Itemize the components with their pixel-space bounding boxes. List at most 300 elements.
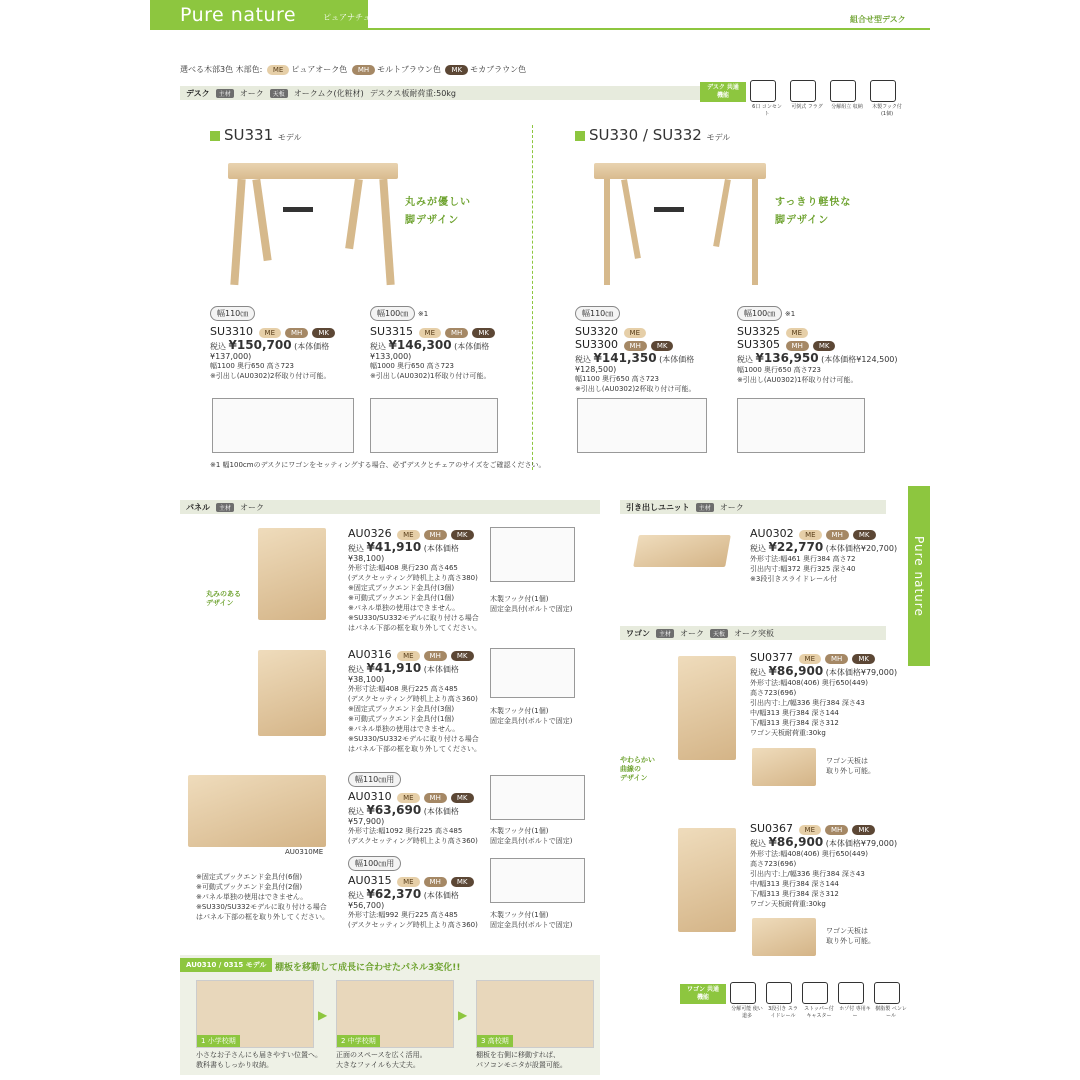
step-1-text xyxy=(196,1050,322,1070)
price-line xyxy=(750,664,900,678)
wagon-catch-1: やわらかい xyxy=(620,756,655,764)
spec-line: 外形寸法:幅1092 奥行225 高さ485 xyxy=(348,827,463,835)
hook-icon xyxy=(870,80,896,102)
drawer-note: ※引出し(AU0302)2杯取り付け可能。 xyxy=(575,385,696,393)
price-value: ¥86,900 xyxy=(768,664,824,678)
product-code-text: AU0302 xyxy=(750,527,794,540)
side-tab[interactable] xyxy=(908,486,930,666)
price-value: ¥62,370 xyxy=(366,887,422,901)
spec-line: 外形寸法:幅461 奥行384 高さ72 xyxy=(750,555,856,563)
feature-item xyxy=(766,982,800,1020)
step-text-line: パソコンモニタが設置可能。 xyxy=(476,1061,567,1069)
width-pill: 幅110㎝ xyxy=(575,306,620,321)
step-2-label xyxy=(337,1035,380,1047)
footnote-mark: ※1 xyxy=(417,310,429,318)
wagon-catch-2: 曲線の xyxy=(620,765,641,773)
panel-catch xyxy=(206,590,241,608)
product-code-text: AU0316 xyxy=(348,648,392,661)
feature-label: 分解可能 使い道多 xyxy=(731,1006,763,1019)
step-1-photo xyxy=(196,980,314,1048)
width-pill: 幅100㎝ xyxy=(370,306,415,321)
price-prefix: 税込 xyxy=(348,544,364,553)
product-code xyxy=(348,790,488,803)
drawer-note: ※引出し(AU0302)2杯取り付け可能。 xyxy=(210,372,331,380)
product-code xyxy=(348,648,488,661)
spec-line: 外形寸法:幅408 奥行230 高さ465 xyxy=(348,564,458,572)
desk-leg xyxy=(604,179,610,285)
step-3-text xyxy=(476,1050,567,1070)
step-2-text xyxy=(336,1050,427,1070)
feature-label: ストッパー付 キャスター xyxy=(804,1006,834,1019)
wood-chip-me: ME xyxy=(267,65,289,75)
note-line: ※固定式ブックエンド金具付(6個) xyxy=(196,873,303,881)
au0310-photo-label: AU0310ME xyxy=(285,848,324,856)
product-code-text: AU0310 xyxy=(348,790,392,803)
feature-item xyxy=(838,982,872,1020)
step-text-line: 棚板を右側に移動すれば、 xyxy=(476,1051,560,1059)
chip-mh: MH xyxy=(624,341,647,351)
chip-me: ME xyxy=(397,530,419,540)
feature-item xyxy=(874,982,908,1020)
price-prefix: 税込 xyxy=(348,665,364,674)
price-prefix: 税込 xyxy=(737,355,753,364)
price-value: ¥86,900 xyxy=(768,835,824,849)
part-bracket: 固定金具付(ボルトで固定) xyxy=(490,837,573,845)
price-prefix: 税込 xyxy=(575,355,591,364)
au0326-photo xyxy=(258,528,326,620)
growth-headline: 棚板を移動して成長に合わせたパネル3変化!! xyxy=(275,963,461,973)
green-square-icon xyxy=(575,131,585,141)
au0316-block xyxy=(348,648,488,754)
price-line xyxy=(210,338,360,361)
drawer-photo xyxy=(633,535,731,567)
su0377-block xyxy=(750,651,900,738)
green-square-icon xyxy=(210,131,220,141)
product-code-text: SU3310 xyxy=(210,325,254,338)
su3315-block xyxy=(370,306,530,381)
part-hook: 木製フック付(1個) xyxy=(490,595,549,603)
wood-chip-mh: MH xyxy=(352,65,375,75)
removable-line: ワゴン天板は xyxy=(826,927,868,935)
part-bracket: 固定金具付(ボルトで固定) xyxy=(490,605,573,613)
step-no: 2 xyxy=(341,1037,346,1045)
au0315-dimension-drawing xyxy=(490,858,585,903)
spec-line: (デスクセッティング時机上より高さ360) xyxy=(348,921,478,929)
price-line xyxy=(750,835,900,849)
desk-footnote: ※1 幅100cmのデスクにワゴンをセッティングする場合、必ずデスクとチェアのサイズをご確認ください。 xyxy=(210,461,546,469)
feature-outlet-label: 6口 コンセント xyxy=(752,104,782,117)
drawer-note: ※引出し(AU0302)1杯取り付け可能。 xyxy=(370,372,491,380)
price-value: ¥150,700 xyxy=(228,338,292,352)
spec-line: はパネル下部の框を取り外してください。 xyxy=(348,624,481,632)
plug-icon xyxy=(790,80,816,102)
price-value: ¥41,910 xyxy=(366,540,422,554)
price-value: ¥146,300 xyxy=(388,338,452,352)
su3315-dimension-drawing xyxy=(370,398,498,453)
price-base: (本体価格¥56,700) xyxy=(348,891,459,910)
product-code-text: AU0315 xyxy=(348,874,392,887)
chip-mk: MK xyxy=(451,877,474,887)
feature-label: ホゾ付 専用キー xyxy=(839,1006,871,1019)
width-pill: 幅110㎝用 xyxy=(348,772,401,787)
chip-me: ME xyxy=(799,654,821,664)
part-bracket: 固定金具付(ボルトで固定) xyxy=(490,921,573,929)
note-line: はパネル下部の框を取り外してください。 xyxy=(196,913,329,921)
au0326-dimension-drawing xyxy=(490,527,575,582)
chip-mk: MK xyxy=(312,328,335,338)
spec-line: 下/幅313 奥行384 深さ312 xyxy=(750,890,839,898)
step-2-photo xyxy=(336,980,454,1048)
removable-line: 取り外し可能。 xyxy=(826,937,875,945)
part-hook: 木製フック付(1個) xyxy=(490,827,549,835)
part-hook: 木製フック付(1個) xyxy=(490,911,549,919)
disassemble-icon xyxy=(730,982,756,1004)
part-hook: 木製フック付(1個) xyxy=(490,707,549,715)
step-text-line: 正面のスペースを広く活用。 xyxy=(336,1051,427,1059)
material-tag: 主材 xyxy=(696,503,714,512)
product-code-text: SU0367 xyxy=(750,822,794,835)
price-value: ¥141,350 xyxy=(593,351,657,365)
desk-leg xyxy=(345,179,363,249)
outlet-icon xyxy=(750,80,776,102)
chip-me: ME xyxy=(799,825,821,835)
drawer-section-bar xyxy=(620,500,886,514)
chip-me: ME xyxy=(799,530,821,540)
price-base: (本体価格¥38,100) xyxy=(348,665,459,684)
note-line: ※可動式ブックエンド金具付(2個) xyxy=(196,883,303,891)
feature-outlet xyxy=(750,80,784,118)
au0315-parts xyxy=(490,910,572,930)
wagon-feature-banner: ワゴン 共通機能 xyxy=(680,984,726,1004)
chip-mh: MH xyxy=(826,530,849,540)
su0367-block xyxy=(750,822,900,909)
wagon-feature-icons xyxy=(730,982,908,1020)
au0315-block xyxy=(348,856,488,930)
feature-hook-label: 木製フック付 (1個) xyxy=(872,104,902,117)
panel-section-title: パネル xyxy=(186,502,210,512)
wagon-section-title: ワゴン xyxy=(626,628,650,638)
price-line xyxy=(348,803,488,826)
chip-mh: MH xyxy=(825,654,848,664)
top-tag: 天板 xyxy=(270,89,288,98)
product-code-text: SU3315 xyxy=(370,325,414,338)
wagon-catch xyxy=(620,756,655,783)
step-text-line: 教科書もしっかり収納。 xyxy=(196,1061,273,1069)
chip-mk: MK xyxy=(852,825,875,835)
side-tab-label: Pure nature xyxy=(912,536,926,617)
width-pill: 幅100㎝ xyxy=(737,306,782,321)
step-label-text: 小学校期 xyxy=(207,1037,236,1045)
spec-line: (デスクセッティング時机上より高さ380) xyxy=(348,574,478,582)
key-icon xyxy=(838,982,864,1004)
spec-line: ワゴン天板耐荷重:30kg xyxy=(750,729,826,737)
chip-mk: MK xyxy=(451,530,474,540)
feature-hook xyxy=(870,80,904,118)
su0377-photo xyxy=(678,656,736,760)
spec-line: ※3段引きスライドレール付 xyxy=(750,575,837,583)
feature-assembly-label: 分解組立 収納 xyxy=(831,104,863,110)
su331-catch xyxy=(405,194,471,230)
su330-desk-top xyxy=(594,163,766,179)
spec-line: 引出内寸:上/幅336 奥行384 深さ43 xyxy=(750,870,865,878)
step-3-label xyxy=(477,1035,513,1047)
chip-me: ME xyxy=(397,651,419,661)
su331-desk-top xyxy=(228,163,398,179)
price-prefix: 税込 xyxy=(750,839,766,848)
price-prefix: 税込 xyxy=(348,807,364,816)
chip-mk: MK xyxy=(852,654,875,664)
product-code xyxy=(348,874,488,887)
price-line xyxy=(348,661,488,684)
desk-leg xyxy=(379,179,394,285)
su330-desk-photo xyxy=(594,179,766,289)
slide-rail-icon xyxy=(766,982,792,1004)
au0310-dimension-drawing xyxy=(490,775,585,820)
su330-catch-2: 脚デザイン xyxy=(775,215,830,226)
chip-mh: MH xyxy=(285,328,308,338)
removable-line: ワゴン天板は xyxy=(826,757,868,765)
au0316-parts xyxy=(490,706,572,726)
spec-line: 高さ723(696) xyxy=(750,860,797,868)
desk-section-bar xyxy=(180,86,700,100)
su3310-block xyxy=(210,306,360,381)
product-code xyxy=(348,527,488,540)
spec-line: 引出内寸:上/幅336 奥行384 深さ43 xyxy=(750,699,865,707)
wood-name-mk: モカブラウン色 xyxy=(470,65,527,74)
product-code-text: SU3300 xyxy=(575,338,619,351)
price-prefix: 税込 xyxy=(750,668,766,677)
top-tag: 天板 xyxy=(710,629,728,638)
arrow-right-icon: ▶ xyxy=(318,1008,328,1022)
product-code xyxy=(210,325,360,338)
spec-line: ※パネル単独の使用はできません。 xyxy=(348,725,460,733)
spec-line: ※パネル単独の使用はできません。 xyxy=(348,604,460,612)
chip-mh: MH xyxy=(424,651,447,661)
chip-me: ME xyxy=(259,328,281,338)
au0302-block xyxy=(750,527,900,584)
price-value: ¥63,690 xyxy=(366,803,422,817)
wagon-removable-note xyxy=(826,926,875,946)
chip-me: ME xyxy=(397,793,419,803)
spec-line: (デスクセッティング時机上より高さ360) xyxy=(348,695,478,703)
su330-title: SU330 / SU332 xyxy=(589,126,702,144)
width-pill: 幅100㎝用 xyxy=(348,856,401,871)
growth-tag: AU0310 / 0315 モデル xyxy=(180,958,272,972)
spec-line: ※SU330/SU332モデルに取り付ける場合 xyxy=(348,735,479,743)
su331-suffix: モデル xyxy=(277,133,302,142)
desk-load: デスクス板耐荷重:50kg xyxy=(369,88,456,98)
step-no: 1 xyxy=(201,1037,206,1045)
feature-label: 3段引き スライドレール xyxy=(768,1006,798,1019)
price-prefix: 税込 xyxy=(370,342,386,351)
size-spec: 幅1000 奥行650 高さ723 xyxy=(370,362,454,370)
step-1-label xyxy=(197,1035,240,1047)
price-base: (本体価格¥38,100) xyxy=(348,544,459,563)
desk-feature-icons xyxy=(750,80,904,118)
su3320-dimension-drawing xyxy=(577,398,707,453)
price-line xyxy=(348,887,488,910)
chip-me: ME xyxy=(419,328,441,338)
au0316-photo xyxy=(258,650,326,736)
desk-section-title: デスク xyxy=(186,88,210,98)
chip-me: ME xyxy=(397,877,419,887)
spec-line: 外形寸法:幅408 奥行225 高さ485 xyxy=(348,685,458,693)
drawer-note: ※引出し(AU0302)1杯取り付け可能。 xyxy=(737,376,858,384)
desk-outlet xyxy=(283,207,313,212)
material-value: オーク xyxy=(680,628,705,638)
size-spec: 幅1000 奥行650 高さ723 xyxy=(737,366,821,374)
spec-line: 中/幅313 奥行384 深さ144 xyxy=(750,709,839,717)
su331-heading xyxy=(210,126,302,144)
wood-chip-mk: MK xyxy=(445,65,468,75)
note-line: ※SU330/SU332モデルに取り付ける場合 xyxy=(196,903,327,911)
feature-assembly xyxy=(830,80,864,118)
au0326-block xyxy=(348,527,488,633)
removable-line: 取り外し可能。 xyxy=(826,767,875,775)
product-code-text: SU0377 xyxy=(750,651,794,664)
chip-mh: MH xyxy=(424,793,447,803)
su330-heading xyxy=(575,126,730,144)
material-tag: 主材 xyxy=(216,503,234,512)
wagon-top-photo xyxy=(752,918,816,956)
price-prefix: 税込 xyxy=(750,544,766,553)
feature-item xyxy=(802,982,836,1020)
price-base: (本体価格¥79,000) xyxy=(825,668,898,677)
product-code xyxy=(370,325,530,338)
price-base: (本体価格¥133,000) xyxy=(370,342,490,361)
chip-mk: MK xyxy=(651,341,674,351)
au0326-parts xyxy=(490,594,572,614)
chip-mk: MK xyxy=(451,793,474,803)
panel-catch-2: デザイン xyxy=(206,599,234,607)
chip-mh: MH xyxy=(825,825,848,835)
chip-mk: MK xyxy=(451,651,474,661)
spec-line: ※固定式ブックエンド金具付(3個) xyxy=(348,705,455,713)
material-value: オーク xyxy=(719,502,744,512)
su3320-block xyxy=(575,306,730,394)
spec-line: ※SU330/SU332モデルに取り付ける場合 xyxy=(348,614,479,622)
su331-catch-2: 脚デザイン xyxy=(405,215,460,226)
chip-me: ME xyxy=(624,328,646,338)
desk-feature-banner: デスク 共通機能 xyxy=(700,82,746,102)
su331-desk-photo xyxy=(228,179,398,289)
material-tag: 主材 xyxy=(656,629,674,638)
footnote-mark: ※1 xyxy=(784,310,796,318)
size-spec: 幅1100 奥行650 高さ723 xyxy=(210,362,294,370)
desk-leg xyxy=(621,179,641,259)
width-pill: 幅110㎝ xyxy=(210,306,255,321)
price-line xyxy=(348,540,488,563)
spec-line: ※可動式ブックエンド金具付(1個) xyxy=(348,594,455,602)
su3310-dimension-drawing xyxy=(212,398,354,453)
price-value: ¥41,910 xyxy=(366,661,422,675)
price-base: (本体価格¥128,500) xyxy=(575,355,695,374)
su330-suffix: モデル xyxy=(706,133,731,142)
step-3-photo xyxy=(476,980,594,1048)
desk-leg xyxy=(252,179,271,261)
chip-me: ME xyxy=(786,328,808,338)
spec-line: 下/幅313 奥行384 深さ312 xyxy=(750,719,839,727)
wagon-top-photo xyxy=(752,748,816,786)
price-value: ¥136,950 xyxy=(755,351,819,365)
top-value: オークムク(化粧材) xyxy=(293,88,364,98)
feature-label: 樹脂製 ペンレール xyxy=(875,1006,907,1019)
spec-line: (デスクセッティング時机上より高さ360) xyxy=(348,837,478,845)
feature-item xyxy=(730,982,764,1020)
price-line xyxy=(575,351,730,374)
product-code-text: SU3325 xyxy=(737,325,781,338)
assembly-icon xyxy=(830,80,856,102)
feature-plug xyxy=(790,80,824,118)
step-label-text: 中学校期 xyxy=(347,1037,376,1045)
spec-line: 外形寸法:幅992 奥行225 高さ485 xyxy=(348,911,458,919)
su331-title: SU331 xyxy=(224,126,274,144)
wood-name-me: ピュアオーク色 xyxy=(291,65,348,74)
au0310-block xyxy=(348,772,488,846)
wood-intro: 選べる木部3色 木部色: xyxy=(180,65,263,74)
product-code xyxy=(737,325,902,338)
product-code xyxy=(750,527,900,540)
price-prefix: 税込 xyxy=(348,891,364,900)
chip-mk: MK xyxy=(813,341,836,351)
spec-line: はパネル下部の框を取り外してください。 xyxy=(348,745,481,753)
wagon-removable-note xyxy=(826,756,875,776)
step-label-text: 高校期 xyxy=(487,1037,509,1045)
desk-leg xyxy=(230,179,245,285)
wood-color-line xyxy=(180,64,526,75)
spec-line: ※可動式ブックエンド金具付(1個) xyxy=(348,715,455,723)
su331-catch-1: 丸みが優しい xyxy=(405,197,471,208)
price-base: (本体価格¥20,700) xyxy=(825,544,898,553)
su0367-photo xyxy=(678,828,736,932)
au0310-parts xyxy=(490,826,572,846)
arrow-right-icon: ▶ xyxy=(458,1008,468,1022)
chip-mh: MH xyxy=(424,877,447,887)
pen-rail-icon xyxy=(874,982,900,1004)
product-code-2 xyxy=(575,338,730,351)
product-code-2 xyxy=(737,338,902,351)
desk-outlet xyxy=(654,207,684,212)
price-base: (本体価格¥124,500) xyxy=(821,355,898,364)
price-value: ¥22,770 xyxy=(768,540,824,554)
chip-mh: MH xyxy=(424,530,447,540)
category-label: 組合せ型デスク xyxy=(850,15,906,24)
size-spec: 幅1100 奥行650 高さ723 xyxy=(575,375,659,383)
spec-line: 引出内寸:幅372 奥行325 深さ40 xyxy=(750,565,856,573)
caster-icon xyxy=(802,982,828,1004)
spec-line: 中/幅313 奥行384 深さ144 xyxy=(750,880,839,888)
wood-name-mh: モルトブラウン色 xyxy=(377,65,441,74)
spec-line: 外形寸法:幅408(406) 奥行650(449) xyxy=(750,850,868,858)
brand-kana: ピュアナチュール xyxy=(323,13,387,22)
panel-section-bar xyxy=(180,500,600,514)
price-line xyxy=(750,540,900,554)
step-no: 3 xyxy=(481,1037,486,1045)
au0310-notes xyxy=(196,872,329,922)
column-divider xyxy=(532,125,533,470)
material-tag: 主材 xyxy=(216,89,234,98)
su330-catch xyxy=(775,194,851,230)
price-line xyxy=(737,351,902,365)
step-text-line: 小さなお子さんにも届きやすい位置へ。 xyxy=(196,1051,322,1059)
su330-catch-1: すっきり軽快な xyxy=(775,197,852,208)
wagon-section-bar xyxy=(620,626,886,640)
desk-leg xyxy=(713,179,731,247)
au0316-dimension-drawing xyxy=(490,648,575,698)
price-line xyxy=(370,338,530,361)
spec-line: 外形寸法:幅408(406) 奥行650(449) xyxy=(750,679,868,687)
chip-mk: MK xyxy=(472,328,495,338)
